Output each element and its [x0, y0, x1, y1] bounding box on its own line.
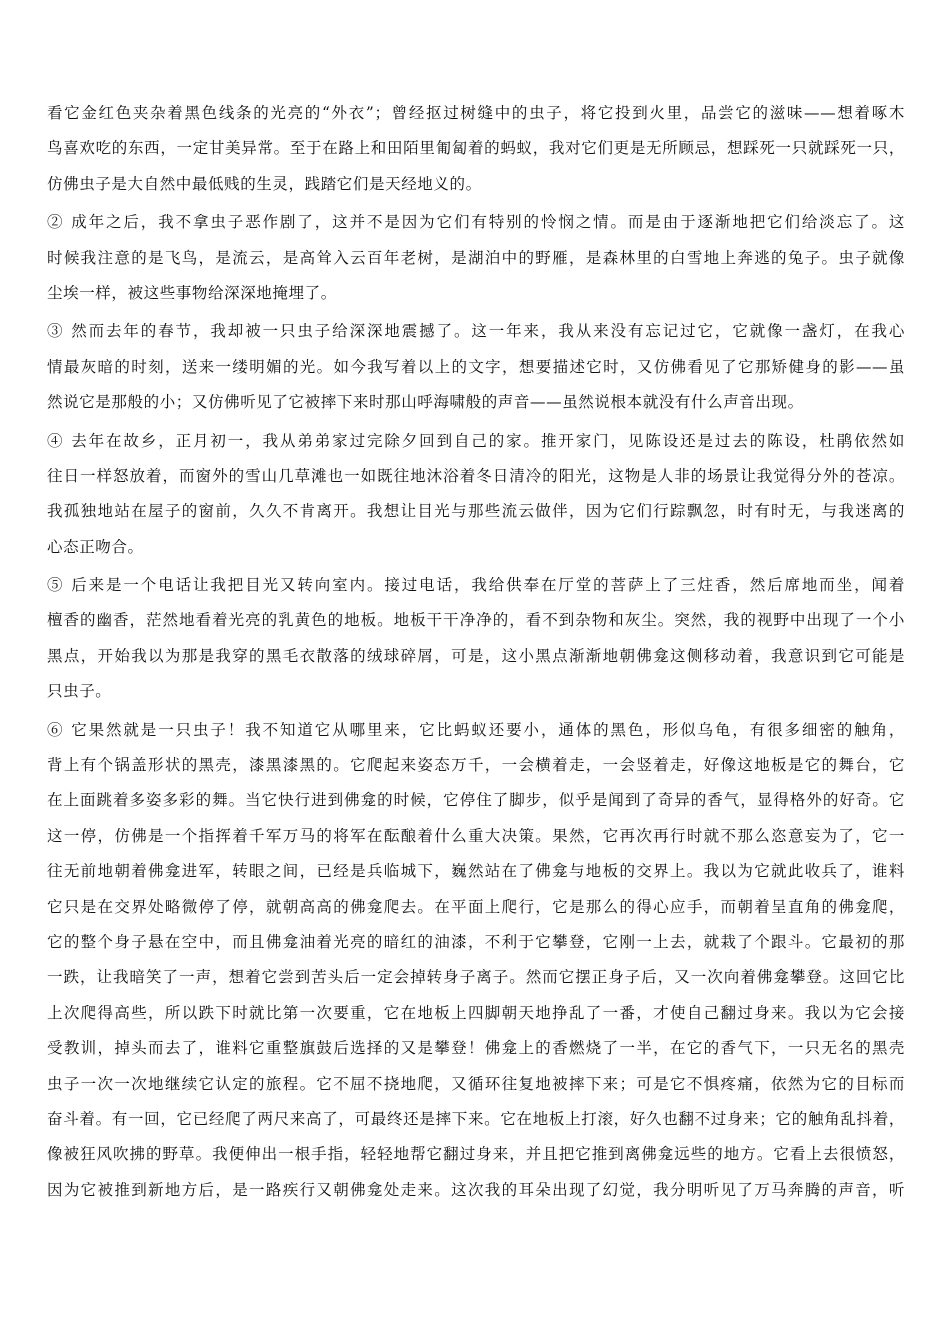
text-line: 檀香的幽香，茫然地看着光亮的乳黄色的地板。地板干干净净的，看不到杂物和灰尘。突然，我的视野中出现了一个小 — [47, 611, 905, 630]
text-line: 往无前地朝着佛龛进军，转眼之间，已经是兵临城下，巍然站在了佛龛与地板的交界上。我以为它就此收兵了，谁料 — [47, 862, 905, 881]
article-body — [47, 96, 905, 1211]
text-line: 心态正吻合。 — [47, 537, 144, 556]
text-line: ⑥ 它果然就是一只虫子！我不知道它从哪里来，它比蚂蚁还要小，通体的黑色，形似乌龟，有很多细密的触角， — [47, 720, 905, 739]
paragraph-5 — [47, 568, 905, 710]
text-line: 鸟喜欢吃的东西，一定甘美异常。至于在路上和田陌里匍匐着的蚂蚁，我对它们更是无所顾忌，想踩死一只就踩死一只， — [47, 139, 905, 158]
text-line: 看它金红色夹杂着黑色线条的光亮的“外衣”；曾经抠过树缝中的虫子，将它投到火里，品尝它的滋味——想着啄木 — [47, 104, 905, 122]
text-line: 在上面跳着多姿多彩的舞。当它快行进到佛龛的时候，它停住了脚步，似乎是闻到了奇异的香气，显得格外的好奇。它 — [47, 791, 905, 810]
paragraph-3 — [47, 314, 905, 420]
text-line: 这一停，仿佛是一个指挥着千军万马的将军在酝酿着什么重大决策。果然，它再次再行时就不那么恣意妄为了，它一 — [47, 826, 905, 845]
text-line: 黑点，开始我以为那是我穿的黑毛衣散落的绒球碎屑，可是，这小黑点渐渐地朝佛龛这侧移动着，我意识到它可能是 — [47, 646, 905, 665]
text-line: ③ 然而去年的春节，我却被一只虫子给深深地震撼了。这一年来，我从来没有忘记过它，它就像一盏灯，在我心 — [47, 322, 905, 341]
text-line: ⑤ 后来是一个电话让我把目光又转向室内。接过电话，我给供奉在厅堂的菩萨上了三炷香，然后席地而坐，闻着 — [47, 576, 905, 595]
text-line: 背上有个锅盖形状的黑壳，漆黑漆黑的。它爬起来姿态万千，一会横着走，一会竖着走，好像这地板是它的舞台，它 — [47, 756, 905, 775]
text-line: 像被狂风吹拂的野草。我便伸出一根手指，轻轻地帮它翻过身来，并且把它推到离佛龛远些的地方。它看上去很愤怒， — [47, 1145, 905, 1164]
text-line: 然说它是那般的小；又仿佛听见了它被摔下来时那山呼海啸般的声音——虽然说根本就没有什么声音出现。 — [47, 393, 804, 412]
paragraph-2 — [47, 205, 905, 311]
text-line: ④ 去年在故乡，正月初一，我从弟弟家过完除夕回到自己的家。推开家门，见陈设还是过去的陈设，杜鹃依然如 — [47, 431, 905, 450]
text-line: 它的整个身子悬在空中，而且佛龛油着光亮的暗红的油漆，不利于它攀登，它刚一上去，就栽了个跟斗。它最初的那 — [47, 932, 905, 951]
text-line: 一跌，让我暗笑了一声，想着它尝到苦头后一定会掉转身子离子。然而它摆正身子后，又一次向着佛龛攀登。这回它比 — [47, 968, 905, 987]
text-line: 我孤独地站在屋子的窗前，久久不肯离开。我想让目光与那些流云做伴，因为它们行踪飘忽，时有时无，与我迷离的 — [47, 502, 905, 521]
text-line: 尘埃一样，被这些事物给深深地掩埋了。 — [47, 283, 337, 302]
text-line: 只虫子。 — [47, 682, 112, 701]
text-line: 因为它被推到新地方后，是一路疾行又朝佛龛处走来。这次我的耳朵出现了幻觉，我分明听见了万马奔腾的声音，听 — [47, 1180, 905, 1199]
text-line: ② 成年之后，我不拿虫子恶作剧了，这并不是因为它们有特别的怜悯之情。而是由于逐渐地把它们给淡忘了。这 — [47, 213, 905, 232]
text-line: 往日一样怒放着，而窗外的雪山几草滩也一如既往地沐浴着冬日清冷的阳光，这物是人非的场景让我觉得分外的苍凉。 — [47, 466, 905, 485]
text-line: 情最灰暗的时刻，送来一缕明媚的光。如今我写着以上的文字，想要描述它时，又仿佛看见了它那矫健身的影——虽 — [47, 357, 905, 376]
paragraph-6 — [47, 713, 905, 1208]
text-line: 仿佛虫子是大自然中最低贱的生灵，践踏它们是天经地义的。 — [47, 174, 482, 193]
text-line: 奋斗着。有一回，它已经爬了两尺来高了，可最终还是摔下来。它在地板上打滚，好久也翻不过身来；它的触角乱抖着， — [47, 1109, 905, 1128]
text-line: 受教训，掉头而去了，谁料它重整旗鼓后选择的又是攀登！佛龛上的香燃烧了一半，在它的香气下，一只无名的黑壳 — [47, 1039, 905, 1058]
paragraph-1 — [47, 96, 905, 202]
text-line: 上次爬得高些，所以跌下时就比第一次要重，它在地板上四脚朝天地挣乱了一番，才使自己翻过身来。我以为它会接 — [47, 1003, 905, 1022]
text-line: 虫子一次一次地继续它认定的旅程。它不屈不挠地爬，又循环往复地被摔下来；可是它不惧疼痛，依然为它的目标而 — [47, 1074, 905, 1093]
paragraph-4 — [47, 424, 905, 566]
text-line: 时候我注意的是飞鸟，是流云，是高耸入云百年老树，是湖泊中的野雁，是森林里的白雪地上奔逃的兔子。虫子就像 — [47, 248, 905, 267]
text-line: 它只是在交界处略微停了停，就朝高高的佛龛爬去。在平面上爬行，它是那么的得心应手，而朝着呈直角的佛龛爬， — [47, 897, 905, 916]
